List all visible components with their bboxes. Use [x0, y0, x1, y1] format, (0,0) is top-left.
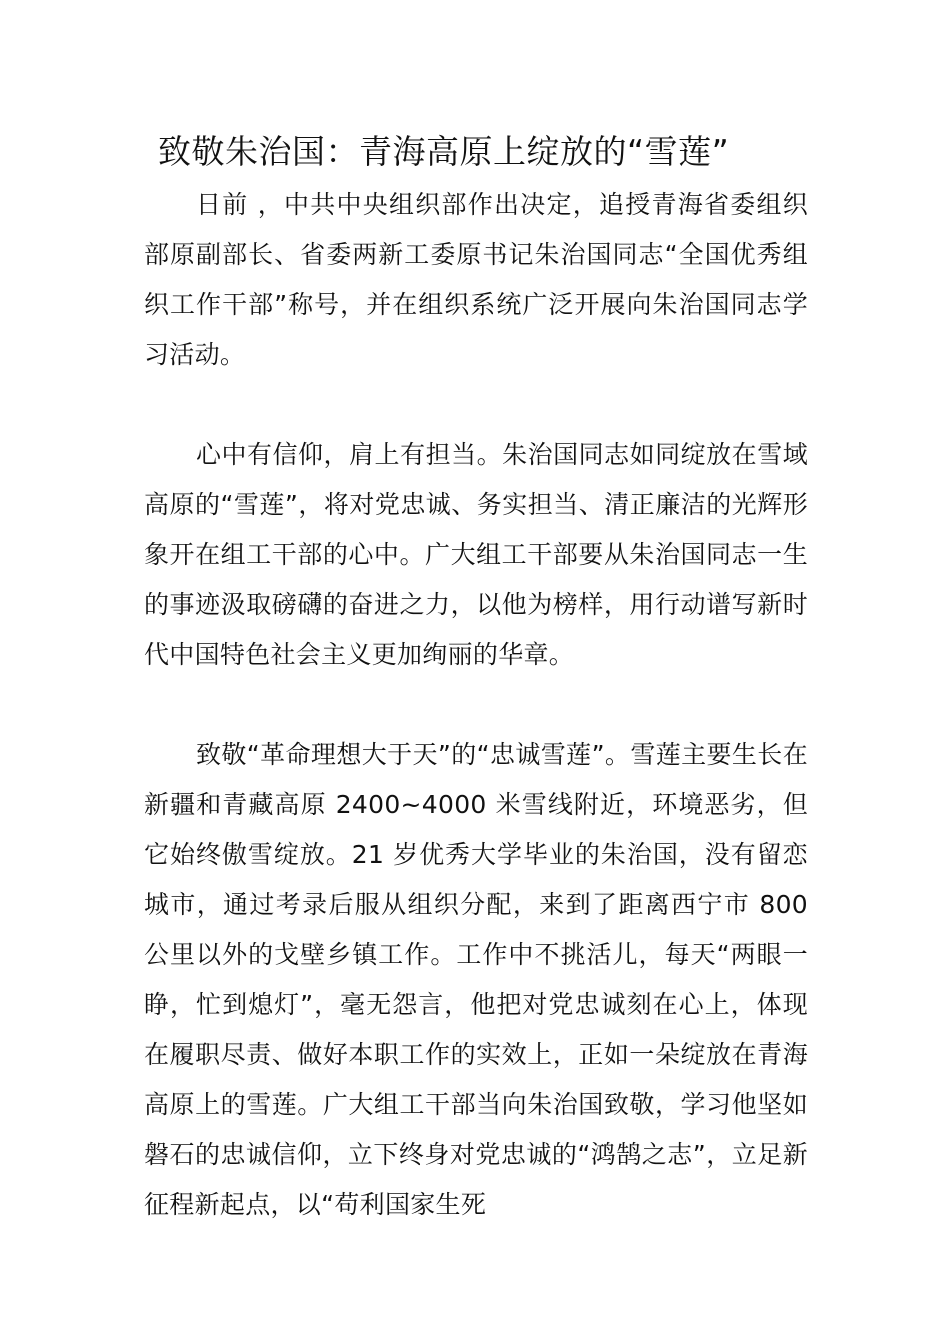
paragraph-faith: 心中有信仰，肩上有担当。朱治国同志如同绽放在雪域高原的“雪莲”，将对党忠诚、务实担当、清正廉洁的光辉形象开在组工干部的心中。广大组工干部要从朱治国同志一生的事迹汲取磅礴的奋进之力，以他为榜样，用行动谱写新时代中国特色社会主义更加绚丽的华章。 — [144, 440, 808, 669]
article-body — [144, 128, 808, 1230]
paragraph-spacer — [144, 380, 808, 430]
paragraph-spacer — [144, 680, 808, 730]
paragraph-loyal-snow-lotus: 致敬“革命理想大于天”的“忠诚雪莲”。雪莲主要生长在新疆和青藏高原 2400~4000 米雪线附近，环境恶劣，但它始终傲雪绽放。21 岁优秀大学毕业的朱治国，没有留恋城市，通过考录后服从组织分配，来到了距离西宁市 800 公里以外的戈壁乡镇工作。工作中不挑活儿，每天“两眼一睁，忙到熄灯”，毫无怨言，他把对党忠诚刻在心上，体现在履职尽责、做好本职工作的实效上，正如一朵绽放在青海高原上的雪莲。广大组工干部当向朱治国致敬，学习他坚如磐石的忠诚信仰，立下终身对党忠诚的“鸿鹄之志”，立足新征程新起点，以“苟利国家生死 — [144, 740, 808, 1219]
paragraph-intro: 日前 ，中共中央组织部作出决定，追授青海省委组织部原副部长、省委两新工委原书记朱治国同志“全国优秀组织工作干部”称号，并在组织系统广泛开展向朱治国同志学习活动。 — [144, 190, 808, 369]
article-title: 致敬朱治国：青海高原上绽放的“雪莲” — [158, 132, 730, 171]
